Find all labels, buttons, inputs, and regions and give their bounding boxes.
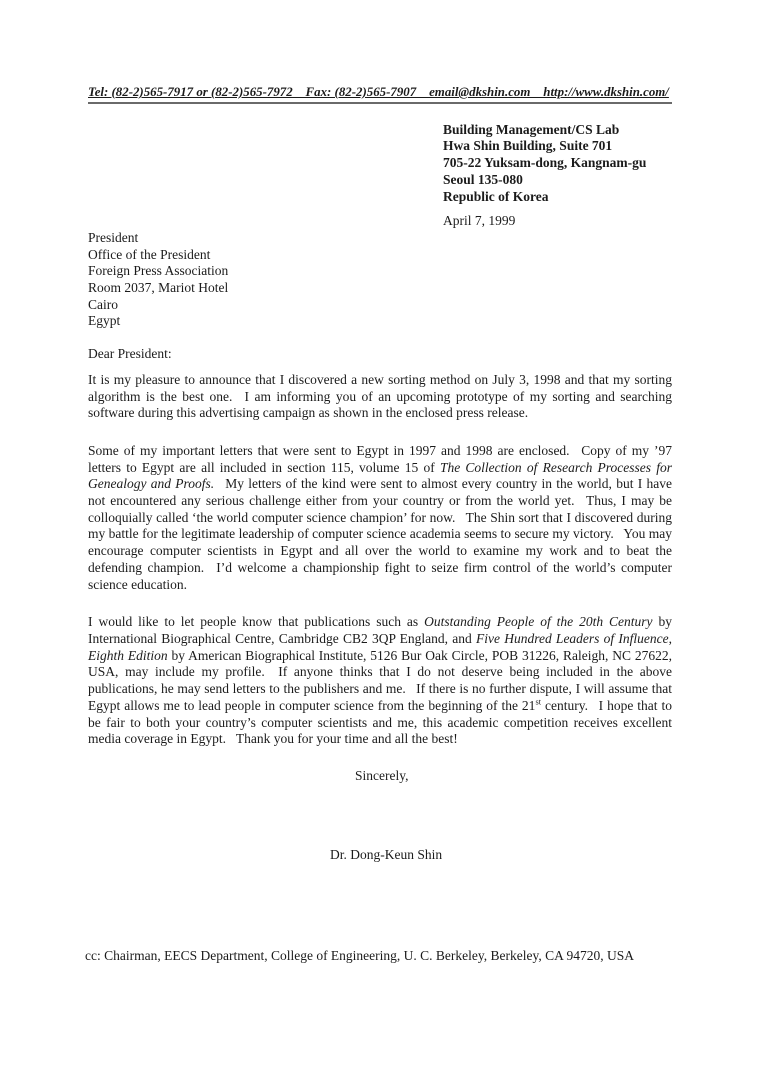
paragraph-text-segment: I would like to let people know that publications such as (88, 614, 425, 630)
recipient-line: President (88, 229, 139, 245)
sender-address-block (443, 122, 672, 206)
sender-address-line: Seoul 135-080 (443, 171, 523, 187)
body-paragraph (88, 614, 672, 748)
paragraph-text-segment: Five Hundred Leaders of Influence (476, 630, 669, 646)
paragraph-text-segment: It is my pleasure to announce that I discovered a new sorting method on July 3, 1998 and that my sorting algorithm is the best one. I am informing you of an upcoming prototype of my sorting and searching software during this advertising campaign as shown in the enclosed press release. (88, 371, 672, 421)
paragraph-text-segment: Outstanding People of the 20th Century (424, 614, 653, 630)
contact-header-text: Tel: (82-2)565-7917 or (82-2)565-7972 Fax: (82-2)565-7907 email@dkshin.com http://www.dkshin.com/ (88, 85, 669, 99)
paragraph-text-segment: My letters of the kind were sent to almost every country in the world, but I have not encountered any serious challenge either from your country or from the world yet. Thus, I may be colloquially called ‘the world computer science champion’ for now. The Shin sort that I discovered during my battle for the legitimate leadership of computer science academia seems to secure my victory. You may encourage computer scientists in Egypt and all over the world to examine my work and to beat the defending champion. I’d welcome a championship fight to seize firm control of the world’s computer science education. (88, 476, 672, 592)
cc-line: cc: Chairman, EECS Department, College of Engineering, U. C. Berkeley, Berkeley, CA 94720, USA (85, 948, 635, 964)
recipient-line: Cairo (88, 296, 118, 312)
sender-address-line: Hwa Shin Building, Suite 701 (443, 138, 613, 154)
paragraph-text-segment: by American Biographical Institute, 5126 Bur Oak Circle, POB 31226, Raleigh, NC 27622, USA, may include my profile. If anyone thinks that I do not deserve being included in the above publications, he may send letters to the publishers and me. If there is no further dispute, I will assume that Egypt allows me to lead people in computer science from the beginning of the 21 (88, 647, 672, 713)
recipient-address-block (88, 230, 672, 330)
paragraph-text-segment: century. I hope that to be fair to both your country’s computer scientists and me, this academic competition receives excellent media coverage in Egypt. Thank you for your time and all the best! (88, 697, 672, 747)
date-line: April 7, 1999 (443, 213, 516, 229)
recipient-line: Foreign Press Association (88, 263, 229, 279)
salutation: Dear President: (88, 346, 172, 362)
recipient-line: Office of the President (88, 246, 211, 262)
body-paragraph (88, 372, 672, 422)
signature-name: Dr. Dong-Keun Shin (330, 846, 443, 862)
sender-address-line: 705-22 Yuksam-dong, Kangnam-gu (443, 155, 647, 171)
paragraph-text-segment: , (668, 630, 672, 646)
body-paragraph (88, 443, 672, 593)
paragraph-text-segment: The Collection of Research Processes for Genealogy and Proofs. (88, 459, 672, 492)
recipient-line: Room 2037, Mariot Hotel (88, 280, 229, 296)
sender-address-line: Republic of Korea (443, 188, 549, 204)
body-paragraphs (88, 372, 672, 748)
paragraph-text-segment: by International Biographical Centre, Cambridge CB2 3QP England, and (88, 614, 672, 646)
letter-content (85, 84, 672, 965)
paragraph-text-segment: Some of my important letters that were sent to Egypt in 1997 and 1998 are enclosed. Copy of my ’97 letters to Egypt are all included in section 115, volume 15 of (88, 442, 672, 475)
paragraph-text-segment: Eighth Edition (88, 647, 168, 663)
paragraph-text-segment: st (535, 697, 542, 707)
closing-sincerely: Sincerely, (355, 767, 409, 783)
contact-header (88, 84, 672, 104)
sender-address-line: Building Management/CS Lab (443, 121, 620, 137)
recipient-line: Egypt (88, 313, 121, 329)
